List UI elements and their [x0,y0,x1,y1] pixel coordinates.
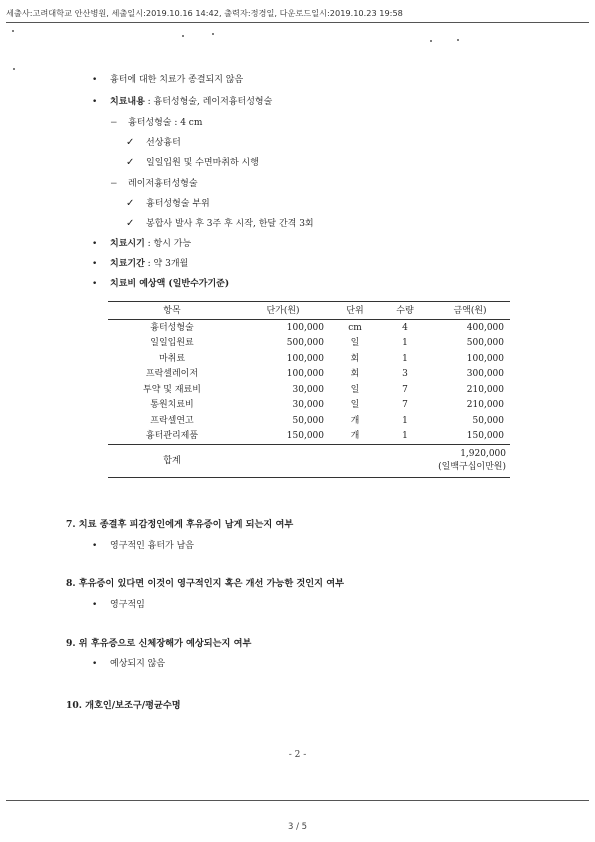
row-unit: 개 [350,415,360,426]
check-item [126,156,259,170]
dash-icon: − [110,118,118,128]
row-quantity: 7 [402,384,408,395]
table-row [108,336,510,352]
bullet-icon: • [92,600,98,610]
table-row [108,351,510,367]
row-unit-price: 100,000 [286,369,324,380]
item-text: 예상되지 않음 [110,659,166,669]
table-row [108,429,510,445]
row-unit-price: 50,000 [292,415,324,426]
item-label: 치료내용 [110,97,145,107]
row-item: 프락셀레이저 [145,369,199,380]
row-item: 통원치료비 [150,400,194,411]
row-item: 마취료 [158,353,186,364]
row-amount: 300,000 [466,369,504,380]
check-icon: ✓ [126,137,135,148]
check-item [126,217,314,231]
page-number: - 2 - [288,750,307,760]
bullet-icon: • [92,259,98,269]
section-title: 8. 후유증이 있다면 이것이 영구적인지 혹은 개선 가능한 것인지 여부 [66,578,345,589]
sub-item [110,177,198,191]
item-label: 치료비 예상액 (일반수가기준) [110,279,230,289]
bullet-icon: • [92,279,98,289]
scan-speck [13,68,15,70]
row-unit: cm [348,322,362,333]
row-unit-price: 500,000 [286,338,324,349]
row-quantity: 7 [402,400,408,411]
viewer-page-indicator: 3 / 5 [287,822,308,832]
row-amount: 50,000 [472,415,504,426]
check-text: 봉합사 발사 후 3주 후 시작, 한달 간격 3회 [146,219,314,229]
bullet-icon: • [92,75,98,85]
sub-item [110,116,203,130]
print-header [6,6,589,23]
row-quantity: 1 [402,431,408,442]
total-amount-words: (일백구십이만원) [438,462,506,472]
row-unit: 개 [350,431,360,442]
bullet-icon: • [92,659,98,669]
row-amount: 210,000 [466,400,504,411]
row-quantity: 1 [402,353,408,364]
section-title: 9. 위 후유증으로 신체장해가 예상되는지 여부 [66,638,252,649]
total-amount: 1,920,000 [460,449,506,459]
scan-speck [182,35,184,37]
row-unit: 회 [350,353,360,364]
page-divider [6,800,589,801]
total-label: 합계 [108,445,236,478]
scan-speck [457,39,459,41]
table-row [108,382,510,398]
row-item: 흉터관리제품 [145,431,199,442]
row-quantity: 1 [402,415,408,426]
print-header-text: 세출사:고려대학교 안산병원, 세출일시:2019.10.16 14:42, 출력자:정경일, 다운로드일시:2019.10.23 19:58 [6,8,403,18]
sub-item-text: 레이저흉터성형술 [128,179,198,189]
row-amount: 150,000 [466,431,504,442]
table-row [108,398,510,414]
row-unit: 일 [350,384,360,395]
row-unit-price: 150,000 [286,431,324,442]
item-value: : 항시 가능 [144,239,192,249]
total-row [108,445,510,478]
check-text: 선상흉터 [146,138,181,148]
item-label: 치료시기 [110,239,145,249]
row-unit-price: 30,000 [292,400,324,411]
row-amount: 400,000 [466,322,504,333]
bullet-icon: • [92,97,98,107]
bullet-icon: • [92,239,98,249]
row-unit: 일 [350,400,360,411]
check-text: 일일입원 및 수면마취하 시행 [146,158,259,168]
check-text: 흉터성형술 부위 [146,199,210,209]
table-row [108,320,510,336]
dash-icon: − [110,179,118,189]
item-text: 영구적인 흉터가 남음 [110,541,194,551]
header-unit: 단위 [330,302,380,320]
row-quantity: 4 [402,322,408,333]
section-title: 10. 개호인/보조구/평균수명 [66,700,181,711]
row-unit-price: 30,000 [292,384,324,395]
table-row [108,367,510,383]
row-item: 일일입원료 [150,338,194,349]
row-quantity: 3 [402,369,408,380]
scan-speck [12,30,14,32]
check-icon: ✓ [126,218,135,229]
check-item [126,197,210,211]
row-unit-price: 100,000 [286,322,324,333]
row-item: 프락셀연고 [150,415,194,426]
row-item: 투약 및 재료비 [143,384,201,395]
header-amount: 금액(원) [430,302,510,320]
item-value: : 흉터성형술, 레이저흉터성형술 [144,97,273,107]
scan-speck [212,33,214,35]
row-unit-price: 100,000 [286,353,324,364]
header-quantity: 수량 [380,302,430,320]
table-row [108,413,510,429]
header-unit-price: 단가(원) [236,302,330,320]
section-title: 7. 치료 종결후 피감정인에게 후유증이 남게 되는지 여부 [66,519,294,530]
row-quantity: 1 [402,338,408,349]
row-unit: 일 [350,338,360,349]
item-label: 치료기간 [110,259,145,269]
check-icon: ✓ [126,198,135,209]
row-amount: 210,000 [466,384,504,395]
row-amount: 100,000 [466,353,504,364]
bullet-icon: • [92,541,98,551]
table-header-row [108,302,510,320]
total-amount-cell [430,445,510,478]
row-item: 흉터성형술 [150,322,194,333]
item-text: 영구적임 [110,600,145,610]
header-item: 항목 [108,302,236,320]
cost-table [108,301,510,478]
sub-item-text: 흉터성형술 : 4 cm [128,118,203,128]
item-text: 흉터에 대한 치료가 종결되지 않음 [110,75,244,85]
check-item [126,136,181,150]
check-icon: ✓ [126,157,135,168]
row-unit: 회 [350,369,360,380]
row-amount: 500,000 [466,338,504,349]
scan-speck [430,40,432,42]
item-value: : 약 3개월 [144,259,189,269]
